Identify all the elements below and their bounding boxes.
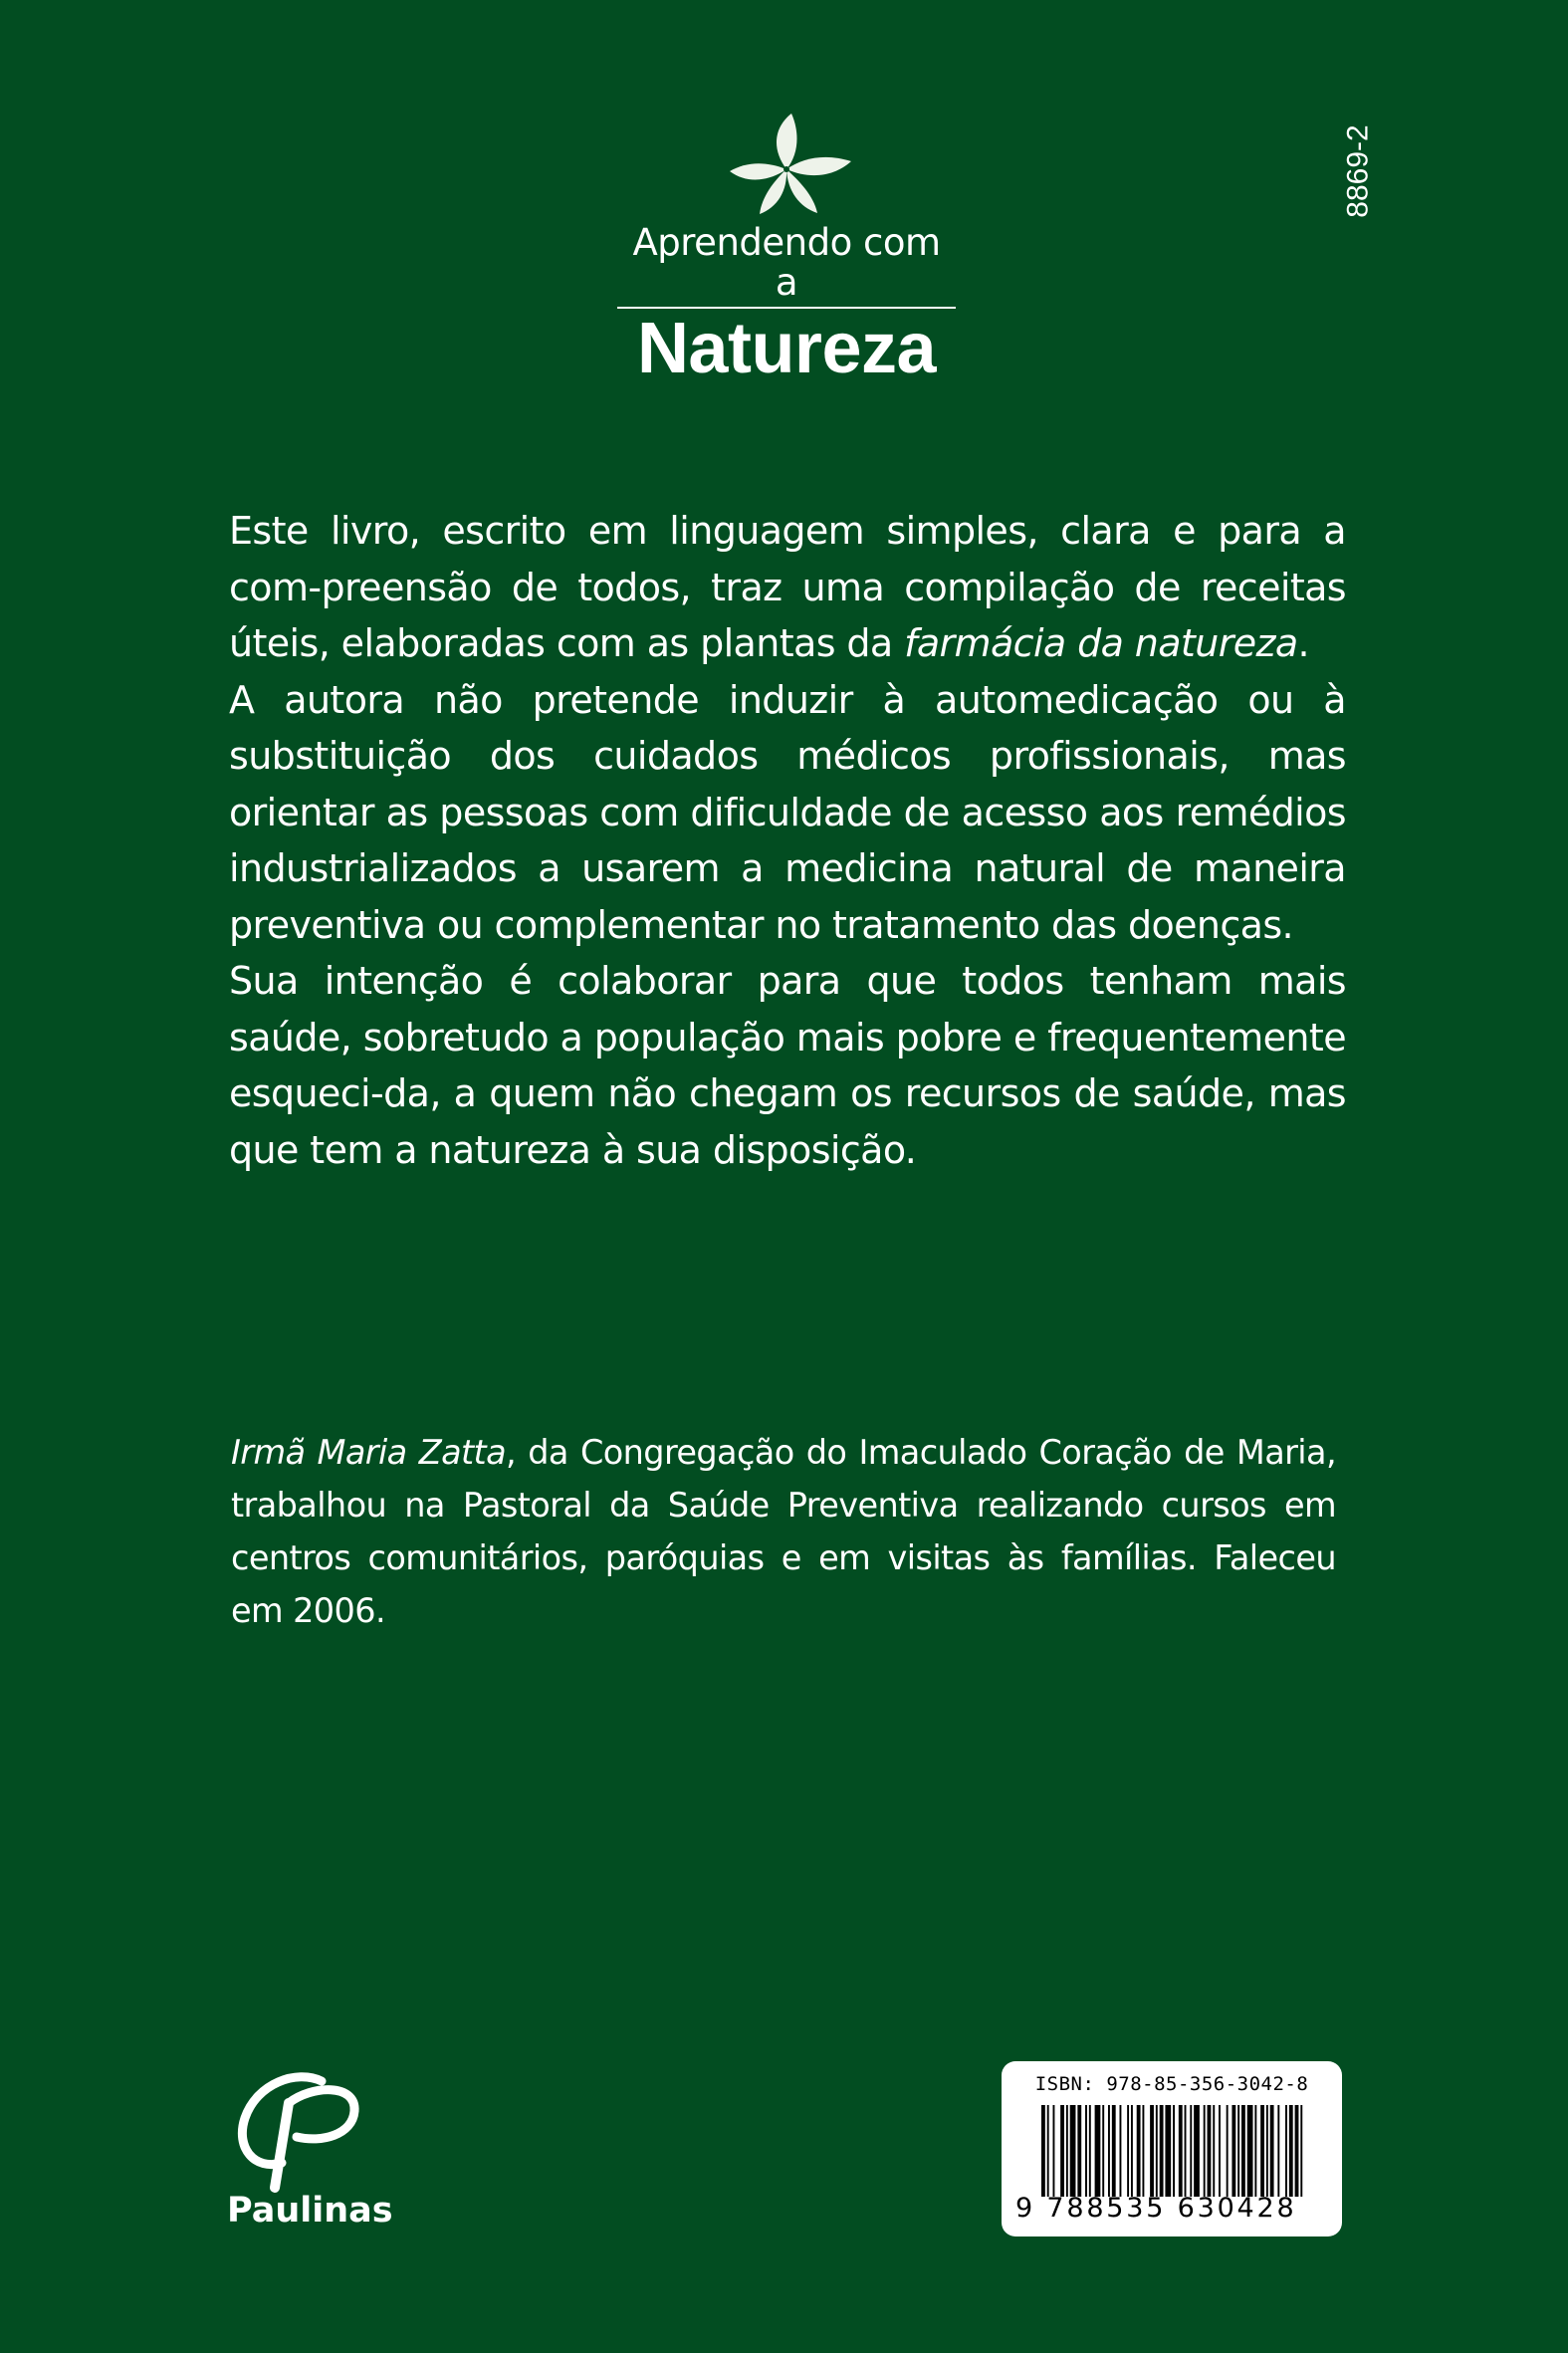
barcode-bar	[1295, 2105, 1299, 2197]
barcode-bar	[1213, 2105, 1215, 2197]
synopsis-p1-end: .	[1297, 621, 1310, 665]
barcode-bar	[1285, 2105, 1287, 2197]
leaf-icon	[712, 110, 861, 219]
barcode-bar	[1150, 2105, 1154, 2197]
barcode-bar	[1160, 2105, 1164, 2197]
barcode-bar	[1047, 2105, 1049, 2197]
author-paragraph	[231, 1426, 1336, 1637]
barcode-bar	[1247, 2105, 1253, 2197]
barcode-bar	[1241, 2105, 1245, 2197]
synopsis	[229, 503, 1346, 1178]
barcode-bar	[1300, 2105, 1302, 2197]
series-logo	[617, 110, 956, 388]
isbn-label: ISBN: 978-85-356-3042-8	[1034, 2073, 1309, 2095]
barcode-bar	[1127, 2105, 1129, 2197]
barcode-bar	[1102, 2105, 1104, 2197]
paulinas-mark-icon	[227, 2063, 376, 2193]
barcode-bar	[1270, 2105, 1274, 2197]
series-title: Natureza	[636, 309, 937, 388]
barcode-bar	[1112, 2105, 1116, 2197]
author-name: Irmã Maria Zatta	[231, 1433, 507, 1472]
barcode-bar	[1052, 2105, 1054, 2197]
publisher-logo	[227, 2063, 393, 2231]
barcode-bar	[1185, 2105, 1187, 2197]
author-bio-text: , da Congregação do Imaculado Coração de Maria, trabalhou na Pastoral da Saúde Preventiva realizando cursos em centros comunitários, paróquias e em visitas às famílias. Faleceu em 2006.	[231, 1433, 1336, 1630]
barcode-bar	[1227, 2105, 1229, 2197]
barcode-bar	[1066, 2105, 1068, 2197]
barcode-bar	[1266, 2105, 1268, 2197]
publisher-name: Paulinas	[227, 2191, 393, 2231]
barcode-box	[1002, 2061, 1342, 2236]
synopsis-p1-text: Este livro, escrito em linguagem simples, clara e para a com-preensão de todos, traz uma compilação de receitas úteis, elaboradas com as plantas da	[229, 509, 1346, 665]
barcode-bar	[1085, 2105, 1087, 2197]
synopsis-p1-italic: farmácia da natureza	[904, 621, 1298, 665]
barcode-bar	[1089, 2105, 1091, 2197]
barcode-bar	[1119, 2105, 1121, 2197]
barcode-bar	[1179, 2105, 1183, 2197]
barcode-bar	[1194, 2105, 1200, 2197]
barcode-bar	[1190, 2105, 1192, 2197]
barcode-bar	[1277, 2105, 1279, 2197]
synopsis-paragraph-2: A autora não pretende induzir à automedicação ou à substituição dos cuidados médicos profissionais, mas orientar as pessoas com dificuldade de acesso aos remédios industrializados a usarem a medicina natural de maneira preventiva ou complementar no tratamento das doenças.	[229, 677, 1346, 947]
barcode-bar	[1077, 2105, 1081, 2197]
barcode-bar	[1237, 2105, 1239, 2197]
barcode-bar	[1219, 2105, 1221, 2197]
barcode-bar	[1060, 2105, 1064, 2197]
barcode-bar	[1041, 2105, 1045, 2197]
synopsis-paragraph-3: Sua intenção é colaborar para que todos tenham mais saúde, sobretudo a população mais pobre e frequentemente esqueci-da, a quem não chegam os recursos de saúde, mas que tem a natureza à sua disposição.	[229, 959, 1346, 1172]
barcode-bar	[1208, 2105, 1212, 2197]
barcode-bar	[1254, 2105, 1256, 2197]
barcode-bars	[1041, 2105, 1308, 2197]
book-code: 8869-2	[1341, 124, 1375, 218]
barcode-bar	[1131, 2105, 1133, 2197]
barcode-bar	[1095, 2105, 1101, 2197]
barcode-bar	[1260, 2105, 1264, 2197]
series-subtitle: Aprendendo com a	[617, 223, 956, 309]
barcode-bar	[1232, 2105, 1235, 2197]
barcode-bar	[1173, 2105, 1175, 2197]
barcode-bar	[1070, 2105, 1076, 2197]
barcode-bar	[1204, 2105, 1206, 2197]
barcode-bar	[1165, 2105, 1171, 2197]
barcode-bar	[1156, 2105, 1158, 2197]
author-bio	[231, 1426, 1336, 1637]
barcode-bar	[1289, 2105, 1293, 2197]
barcode-bar	[1137, 2105, 1141, 2197]
barcode-bar	[1142, 2105, 1144, 2197]
synopsis-paragraph-1	[229, 503, 1346, 672]
barcode-digits: 9 788535 630428	[1015, 2193, 1297, 2224]
barcode-bar	[1108, 2105, 1110, 2197]
